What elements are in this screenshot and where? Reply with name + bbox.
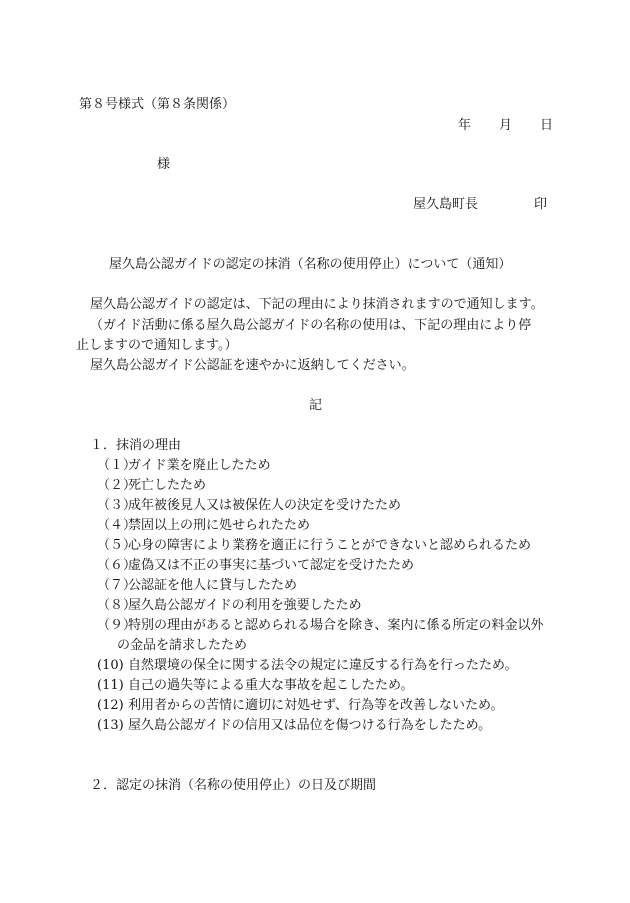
reason-item — [97, 678, 413, 694]
reason-item — [97, 598, 362, 614]
reason-text: 公認証を他人に貸与したため — [128, 578, 298, 593]
reason-number: (11) — [97, 678, 124, 693]
reason-number: （５） — [97, 538, 137, 553]
reason-number: （７） — [97, 578, 137, 593]
reason-text: 特別の理由があると認められる場合を除き、案内に係る所定の料金以外 — [128, 618, 544, 633]
body-para-1: 屋久島公認ガイドの認定は、下記の理由により抹消されますので通知します。 — [90, 297, 544, 312]
reason-text: 屋久島公認ガイドの利用を強要したため — [128, 598, 362, 613]
reason-text: 利用者からの苦情に適切に対処せず、行為等を改善しないため。 — [128, 698, 504, 713]
reason-item — [97, 558, 414, 574]
reason-text: 虚偽又は不正の事実に基づいて認定を受けたため — [128, 558, 415, 573]
section2-heading: ２．認定の抹消（名称の使用停止）の日及び期間 — [90, 778, 377, 793]
reason-item — [97, 718, 491, 734]
reason-item — [97, 458, 271, 474]
reason-text: ガイド業を廃止したため — [128, 458, 271, 473]
date-day: 日 — [540, 118, 554, 133]
date-month: 月 — [499, 118, 513, 133]
body-para-2-line-1: （ガイド活動に係る屋久島公認ガイドの名称の使用は、下記の理由により停 — [90, 318, 532, 333]
date-line — [458, 118, 553, 134]
form-number: 第８号様式（第８条関係） — [79, 97, 236, 112]
reason-item — [97, 578, 297, 594]
reason-number: （４） — [97, 518, 137, 533]
reason-item — [97, 658, 517, 674]
body-para-3: 屋久島公認ガイド公認証を速やかに返納してください。 — [90, 358, 415, 373]
reason-item — [97, 498, 401, 514]
reason-number: (10) — [97, 658, 124, 673]
reason-number: （３） — [97, 498, 137, 513]
date-year: 年 — [458, 118, 472, 133]
reason-text: 成年被後見人又は被保佐人の決定を受けたため — [128, 498, 402, 513]
reason-number: （８） — [97, 598, 137, 613]
document-title: 屋久島公認ガイドの認定の抹消（名称の使用停止）について（通知） — [109, 257, 512, 272]
reason-number: (13) — [97, 718, 124, 733]
reason-item — [97, 518, 310, 534]
reason-item-continuation: の金品を請求したため — [117, 638, 248, 653]
reason-text: 禁固以上の刑に処せられたため — [128, 518, 311, 533]
reason-item — [97, 618, 543, 634]
reason-text: 死亡したため — [128, 478, 207, 493]
reason-number: (12) — [97, 698, 124, 713]
issuer-line — [413, 197, 547, 213]
body-para-2-line-2: 止しますので通知します。） — [76, 338, 238, 353]
reason-number: （２） — [97, 478, 137, 493]
reason-text: 屋久島公認ガイドの信用又は品位を傷つける行為をしたため。 — [128, 718, 492, 733]
reason-text: 自己の過失等による重大な事故を起こしたため。 — [128, 678, 414, 693]
reason-number: （９） — [97, 618, 137, 633]
issuer-seal: 印 — [534, 197, 548, 212]
reason-text: 自然環境の保全に関する法令の規定に違反する行為を行ったため。 — [128, 658, 518, 673]
section1-heading: １．抹消の理由 — [90, 438, 182, 453]
reason-item — [97, 478, 206, 494]
reason-text: 心身の障害により業務を適正に行うことができないと認められるため — [128, 538, 532, 553]
ki-heading: 記 — [309, 398, 323, 413]
reason-item — [97, 538, 531, 554]
addressee-suffix: 様 — [157, 157, 171, 172]
issuer-title: 屋久島町長 — [413, 197, 479, 212]
reason-number: （６） — [97, 558, 137, 573]
reason-number: （１） — [97, 458, 137, 473]
reason-item — [97, 698, 503, 714]
